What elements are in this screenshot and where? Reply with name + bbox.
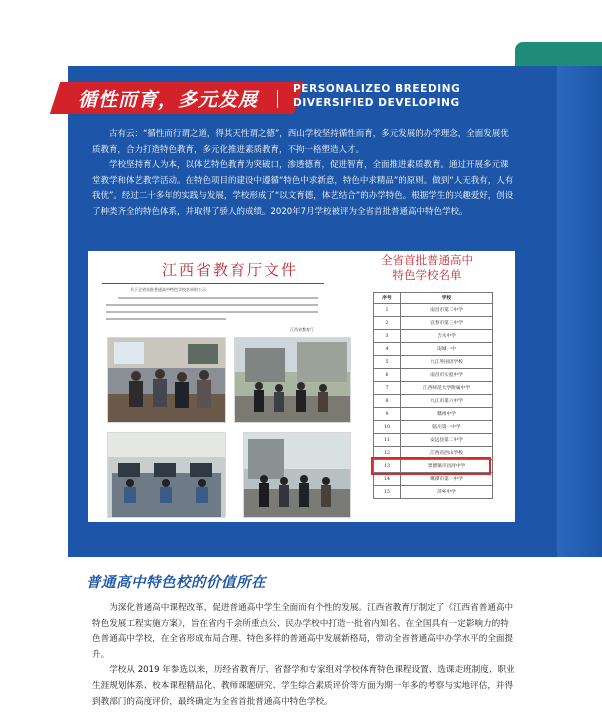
cell-no: 10 — [374, 421, 401, 434]
cell-school: 萍乡中学 — [401, 486, 493, 499]
cell-no: 1 — [374, 304, 401, 317]
cell-school: 九江外国语学校 — [401, 356, 493, 369]
cell-no: 15 — [374, 486, 401, 499]
banner-english-subtitle — [293, 82, 460, 110]
document-text-line — [106, 304, 318, 306]
intro-paragraph: 学校坚持育人为本，以体艺特色教育为突破口，渗透德育，促进智育，全面推进素质教育。通过开展多元课堂教学和体艺教学活动。在特色项目的建设中遵循“特色中求新意，特色中求精品”的原则。做到“人无我有，人有我优”。经过二十多年的实践与发展，学校形成了“以文育德，体艺结合”的办学特色。根据学生的兴趣爱好，创设了种类齐全的特色体系，并取得了骄人的成绩。2020年7月学校被评为全省首批普通高中特色学校。 — [92, 160, 514, 217]
table-row — [374, 395, 493, 408]
banner-english-line1: PERSONALIZEO BREEDING — [293, 83, 461, 95]
column-header-school: 学校 — [401, 293, 493, 304]
cell-school: 江西师范大学附属中学 — [401, 382, 493, 395]
photo-meeting-room — [107, 337, 226, 423]
table-row — [374, 382, 493, 395]
table-row — [374, 304, 493, 317]
document-signature: 江西省教育厅 — [290, 327, 314, 332]
table-row — [374, 434, 493, 447]
intro-text — [92, 127, 515, 221]
section-body — [92, 601, 515, 710]
cell-no: 3 — [374, 330, 401, 343]
school-list-title — [356, 253, 498, 283]
cell-school: 鹰潭市第一中学 — [401, 473, 493, 486]
cell-school: 九江市第六中学 — [401, 395, 493, 408]
school-list-title-line1: 全省首批普通高中 — [381, 253, 473, 267]
table-header-row — [374, 293, 493, 304]
table-row — [374, 369, 493, 382]
table-row — [374, 343, 493, 356]
photo-campus-visit — [234, 337, 351, 423]
document-text-line — [106, 311, 318, 313]
photo-classroom — [107, 432, 226, 518]
cell-school: 南昌市实验中学 — [401, 369, 493, 382]
table-row — [374, 486, 493, 499]
cell-no: 8 — [374, 395, 401, 408]
cell-no: 11 — [374, 434, 401, 447]
cell-no: 14 — [374, 473, 401, 486]
cell-school: 吉水中学 — [401, 330, 493, 343]
document-text-line — [118, 297, 318, 299]
table-row — [374, 356, 493, 369]
cell-school: 赣州中学 — [401, 408, 493, 421]
highlight-box — [371, 457, 491, 475]
table-row — [374, 421, 493, 434]
cell-school: 江西省西山学校 — [401, 447, 493, 460]
cell-no: 6 — [374, 369, 401, 382]
cell-no: 12 — [374, 447, 401, 460]
section-title: 普通高中特色校的价值所在 — [86, 575, 266, 591]
cell-no: 4 — [374, 343, 401, 356]
table-row — [374, 408, 493, 421]
section-paragraph: 为深化普通高中课程改革，促进普通高中学生全面而有个性的发展。江西省教育厅制定了《江西省普通高中特色发展工程实施方案》，旨在省内千余所重点公、民办学校中打造一批省内知名、在全国具有一定影响力的特色普通高中学校，在全省形成布局合理、特色多样的普通高中发展新格局，带动全省普通高中办学水平的全面提升。 — [92, 603, 514, 660]
cell-no: 7 — [374, 382, 401, 395]
banner-english-line2: DIVERSIFIED DEVELOPING — [293, 97, 460, 109]
table-row — [374, 330, 493, 343]
intro-paragraph: 古有云：“循性而行谓之道，得其天性谓之德”，西山学校坚持循性而育，多元发展的办学理念，全面发展优质教育，合力打造特色教育，多元化推进素质教育，不拘一格塑造人才。 — [92, 129, 509, 155]
cell-school: 安远县第二中学 — [401, 434, 493, 447]
cell-no: 2 — [374, 317, 401, 330]
cell-school: 南昌市第二中学 — [401, 304, 493, 317]
cell-no: 9 — [374, 408, 401, 421]
column-header-no: 序号 — [374, 293, 401, 304]
table-row — [374, 317, 493, 330]
cell-no: 5 — [374, 356, 401, 369]
cell-school: 宜春市第三中学 — [401, 317, 493, 330]
corner-tab — [515, 42, 602, 66]
document-title: 江西省教育厅文件 — [162, 261, 299, 279]
document-subtitle: 关于全省首批普通高中特色学校名单的公示 — [130, 287, 206, 292]
cell-no: 13 — [374, 460, 401, 473]
panel-edge-stripe — [557, 66, 602, 557]
photo-school-inspection — [243, 432, 351, 518]
section-paragraph: 学校从 2019 年参选以来，历经省教育厅、省督学和专家组对学校体育特色课程设置、选课走班制度、职业生涯规划体系、校本课程精品化、教师课题研究、学生综合素质评价等方面为期一年多的考察与实地评估，并得到教部门的高度评价，最终确定为全省首批普通高中特色学校。 — [92, 665, 515, 707]
cell-school: 景德镇市昌河中学 — [401, 460, 493, 473]
banner-title: 循性而育，多元发展 — [78, 89, 259, 111]
school-list-title-line2: 特色学校名单 — [392, 268, 462, 282]
document-text-line — [106, 318, 226, 320]
banner-divider — [277, 90, 278, 108]
cell-school: 临川第一中学 — [401, 421, 493, 434]
cell-school: 南城一中 — [401, 343, 493, 356]
document-red-line — [102, 283, 324, 284]
